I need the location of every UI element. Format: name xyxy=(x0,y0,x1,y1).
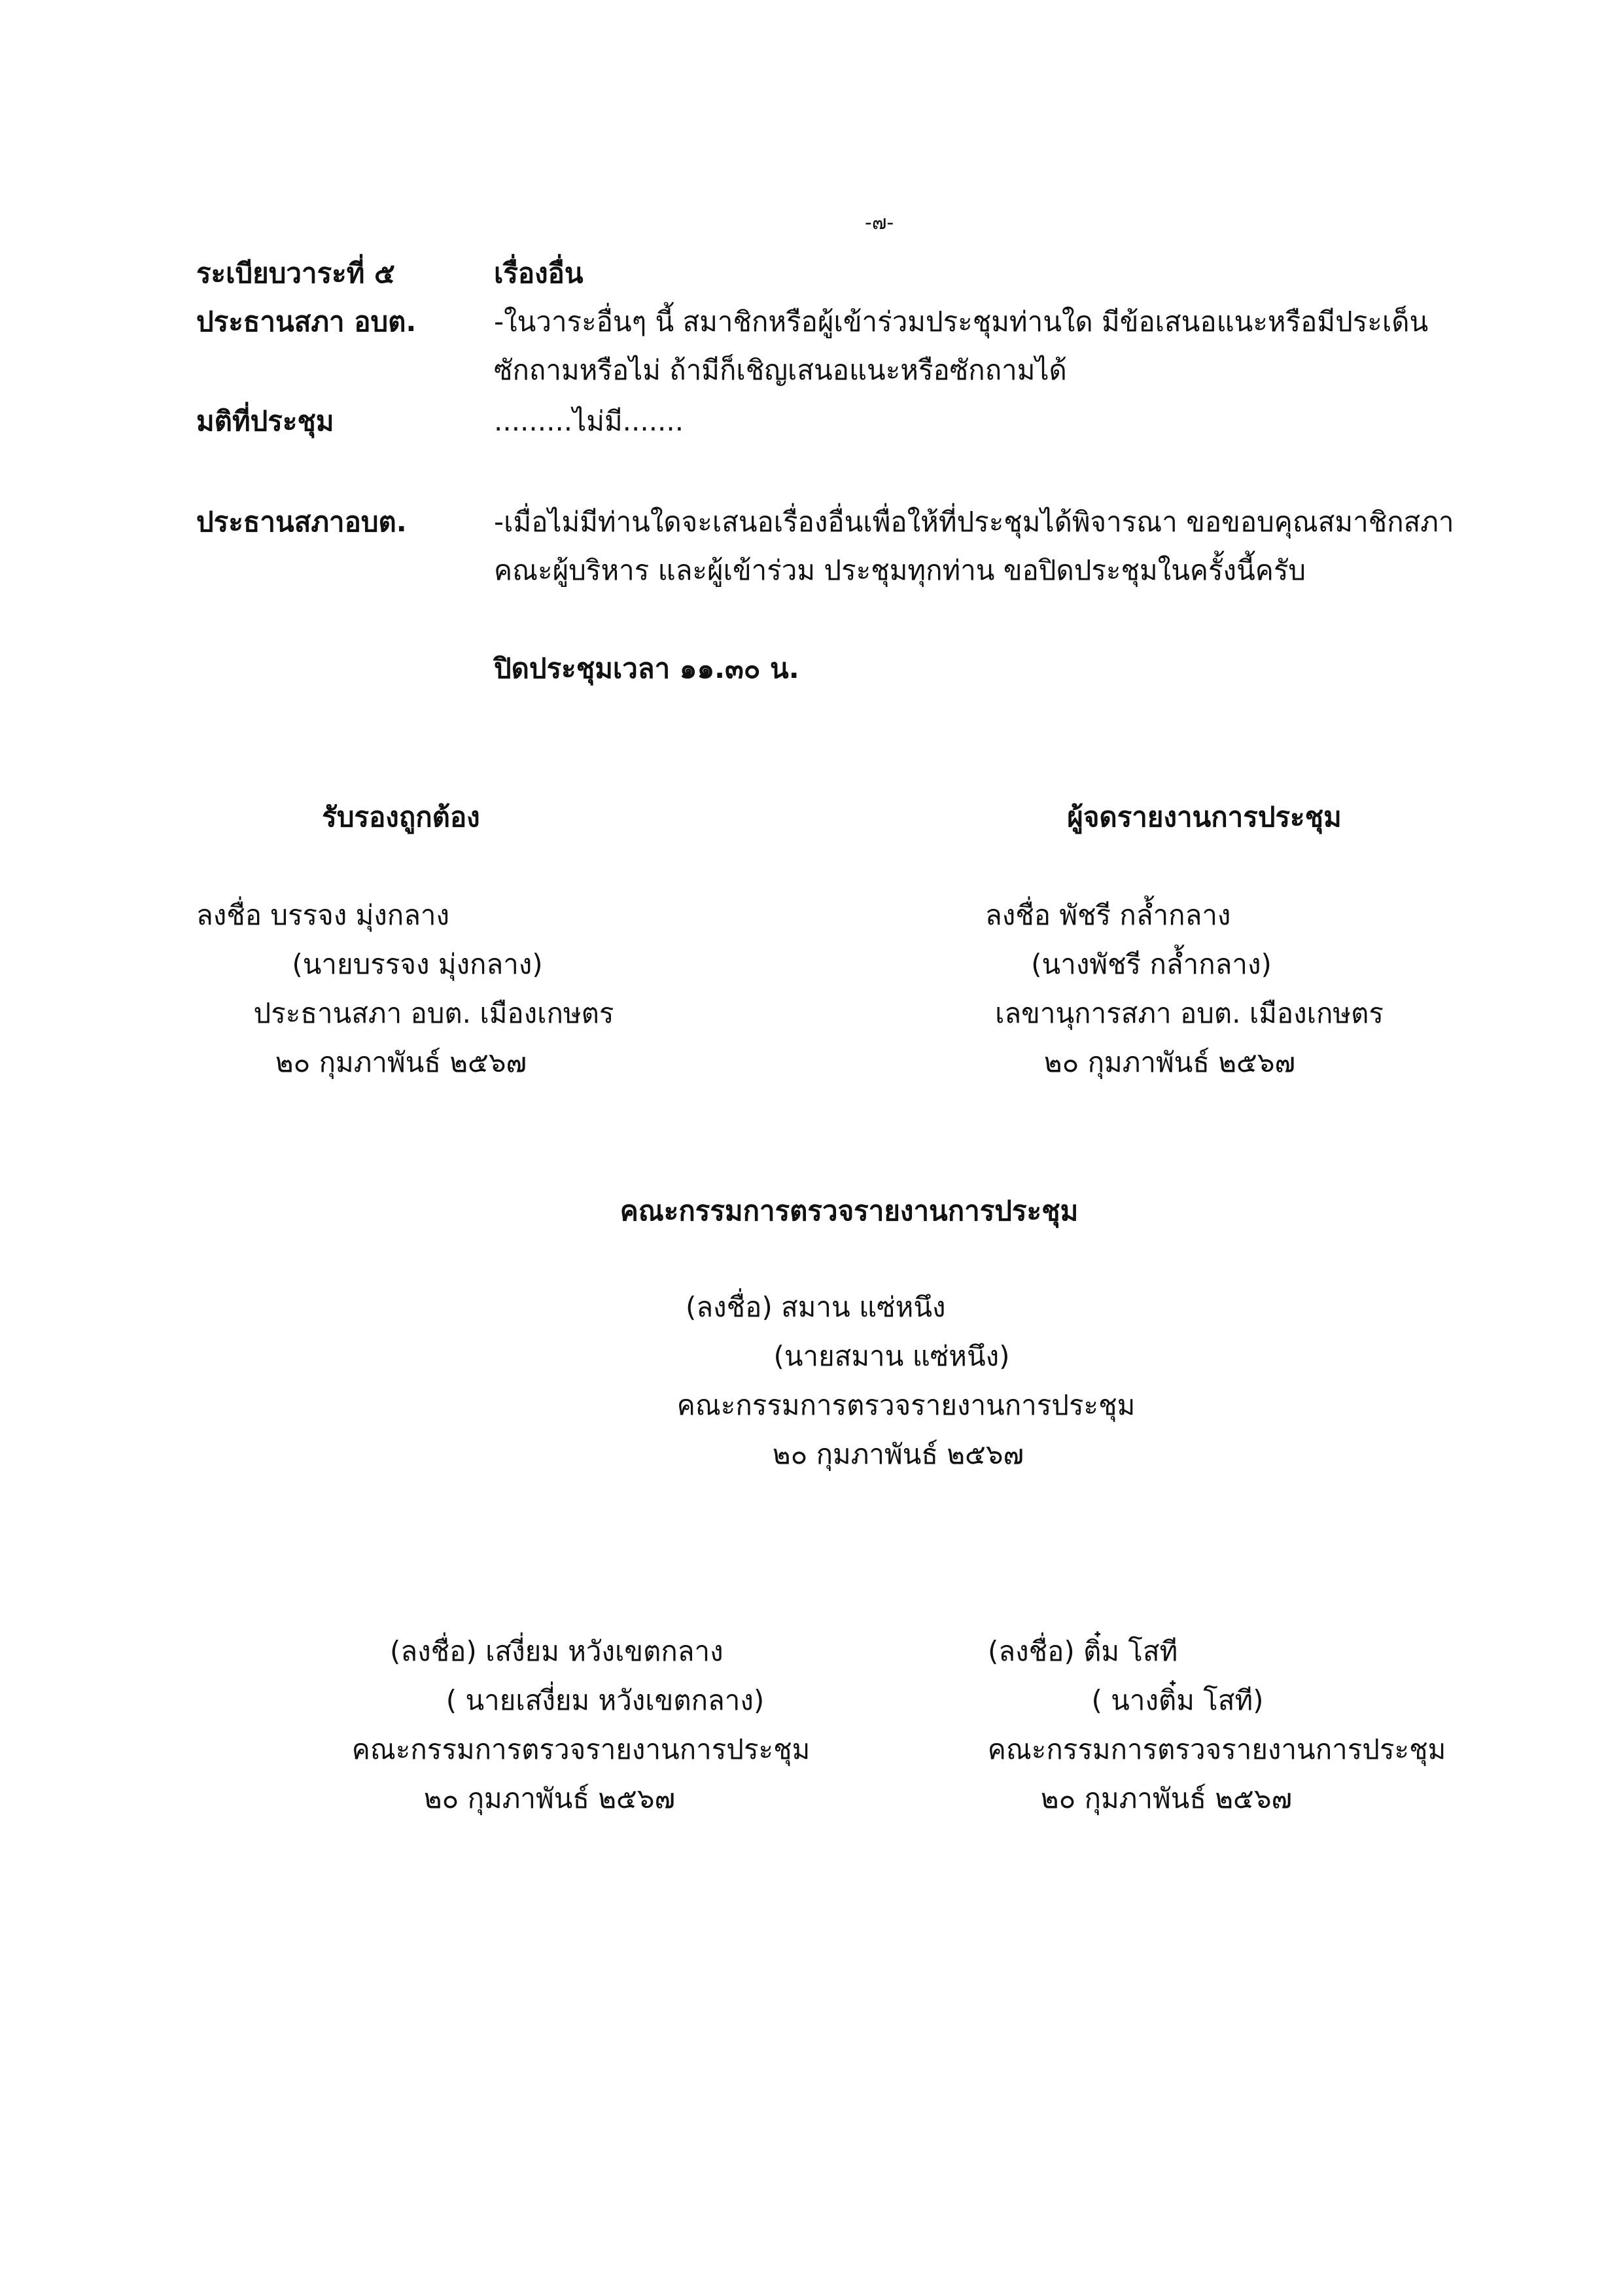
page-number: -๗- xyxy=(865,211,894,234)
resolution-text: .........ไม่มี....... xyxy=(494,405,684,437)
agenda-item-title: เรื่องอื่น xyxy=(494,257,584,289)
speaker-label: ประธานสภาอบต. xyxy=(196,506,407,538)
certify-position: ประธานสภา อบต. เมืองเกษตร xyxy=(253,997,614,1029)
recorder-signature: ลงชื่อ พัชรี กล้ำกลาง xyxy=(985,899,1231,931)
committee-heading: คณะกรรมการตรวจรายงานการประชุม xyxy=(620,1195,1079,1227)
speaker-label: ประธานสภา อบต. xyxy=(196,306,417,338)
recorder-position: เลขานุการสภา อบต. เมืองเกษตร xyxy=(995,997,1384,1029)
entry-text-line: -ในวาระอื่นๆ นี้ สมาชิกหรือผู้เข้าร่วมประชุมท่านใด มีข้อเสนอแนะหรือมีประเด็น xyxy=(494,306,1429,338)
committee-left-name: ( นายเสงี่ยม หวังเขตกลาง) xyxy=(445,1684,765,1716)
committee-center-date: ๒๐ กุมภาพันธ์ ๒๕๖๗ xyxy=(772,1438,1024,1470)
committee-left-position: คณะกรรมการตรวจรายงานการประชุม xyxy=(351,1733,811,1765)
committee-left-signature: (ลงชื่อ) เสงี่ยม หวังเขตกลาง xyxy=(390,1635,724,1667)
certify-heading: รับรองถูกต้อง xyxy=(322,801,480,833)
committee-left-date: ๒๐ กุมภาพันธ์ ๒๕๖๗ xyxy=(423,1782,676,1814)
committee-right-name: ( นางติ๋ม โสที) xyxy=(1091,1684,1264,1716)
resolution-label: มติที่ประชุม xyxy=(196,405,334,437)
entry-text-line: -เมื่อไม่มีท่านใดจะเสนอเรื่องอื่นเพื่อให้ที่ประชุมได้พิจารณา ขอขอบคุณสมาชิกสภา xyxy=(494,506,1454,538)
certify-signature: ลงชื่อ บรรจง มุ่งกลาง xyxy=(196,899,450,931)
entry-text-line: คณะผู้บริหาร และผู้เข้าร่วม ประชุมทุกท่าน ขอปิดประชุมในครั้งนี้ครับ xyxy=(494,554,1306,586)
recorder-date: ๒๐ กุมภาพันธ์ ๒๕๖๗ xyxy=(1043,1046,1296,1078)
committee-right-signature: (ลงชื่อ) ติ๋ม โสที xyxy=(988,1635,1178,1667)
entry-text-line: ซักถามหรือไม่ ถ้ามีก็เชิญเสนอแนะหรือซักถามได้ xyxy=(494,354,1067,386)
committee-center-name: (นายสมาน แซ่หนึง) xyxy=(773,1340,1010,1372)
committee-right-position: คณะกรรมการตรวจรายงานการประชุม xyxy=(987,1733,1446,1765)
committee-center-position: คณะกรรมการตรวจรายงานการประชุม xyxy=(676,1389,1136,1421)
closing-time: ปิดประชุมเวลา ๑๑.๓๐ น. xyxy=(494,652,799,684)
certify-date: ๒๐ กุมภาพันธ์ ๒๕๖๗ xyxy=(275,1046,527,1078)
committee-right-date: ๒๐ กุมภาพันธ์ ๒๕๖๗ xyxy=(1040,1782,1293,1814)
committee-center-signature: (ลงชื่อ) สมาน แซ่หนึง xyxy=(686,1291,946,1323)
recorder-name: (นางพัชรี กล้ำกลาง) xyxy=(1031,948,1272,980)
recorder-heading: ผู้จดรายงานการประชุม xyxy=(1067,801,1342,833)
agenda-item-label: ระเบียบวาระที่ ๕ xyxy=(196,257,395,289)
certify-name: (นายบรรจง มุ่งกลาง) xyxy=(292,948,543,980)
